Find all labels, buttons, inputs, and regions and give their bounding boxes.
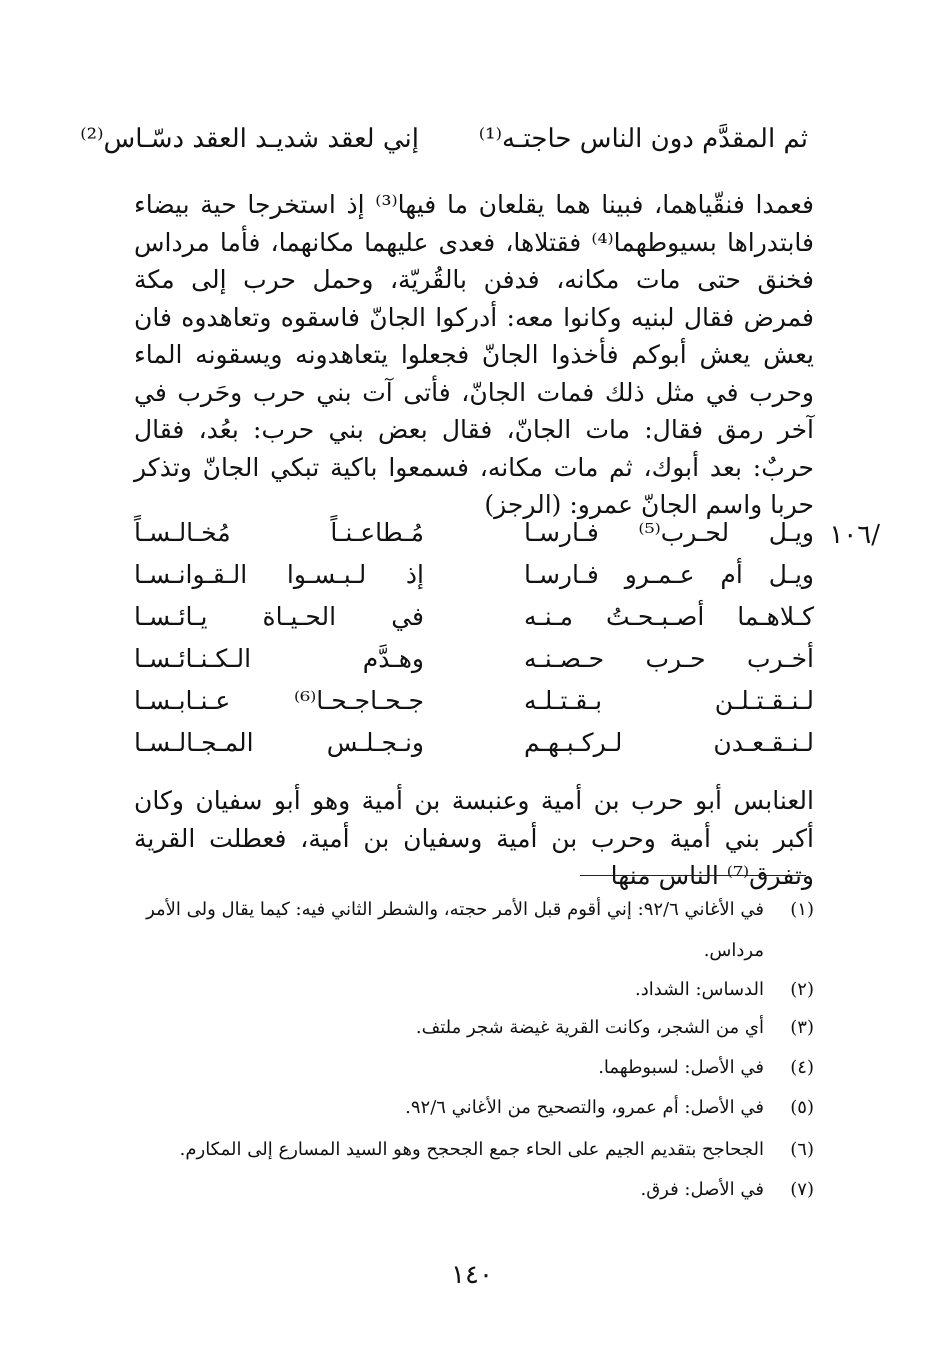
hemistich-second: جـحـاجـحـا⁽⁶⁾ عـنـابـسـا (134, 686, 424, 715)
hemistich-first: لـنـقـعـدن لـركـبـهـم (524, 728, 814, 757)
footnote-7 (134, 1178, 814, 1202)
hemistich-first: كـلاهـما أصـبـحـتُ مـنـه (524, 602, 814, 631)
poem (134, 518, 814, 770)
footnote-2 (134, 978, 814, 1002)
hemistich-second: ونـجـلـس المـجـالـسـا (134, 728, 424, 757)
footnote-number: (١) (790, 899, 814, 920)
footnote-text: أي من الشجر، وكانت القرية غيضة شجر ملتف. (415, 1017, 764, 1038)
footnote-text: في الأغاني ٩٢/٦: إني أقوم قبل الأمر حجته، والشطر الثاني فيه: كيما يقال ولى الأمر (146, 899, 764, 920)
hemistich-first: ويـل لحـرب⁽⁵⁾ فـارسـا (524, 518, 814, 547)
footnote-divider (580, 875, 806, 876)
footnote-number: (٧) (790, 1179, 814, 1200)
prose-paragraph-2: العنابس أبو حرب بن أمية وعنبسة بن أمية وهو أبو سفيان وكان أكبر بني أمية وحرب بن أمية وسفيان بن أمية، فعطلت القرية وتفرق⁽⁷⁾ الناس منها (134, 786, 814, 890)
hemistich-first: ويـل أم عـمـرو فـارسـا (524, 560, 814, 589)
footnote-text: الدساس: الشداد. (635, 979, 764, 1000)
hemistich-first: لـنـقـتـلـن بـقـتـلـه (524, 686, 814, 715)
footnote-number: (٢) (790, 979, 814, 1000)
poem-line (134, 686, 814, 728)
footnote-3 (134, 1016, 814, 1040)
verse-first-hemistich: ثم المقدَّم دون الناس حاجتـه⁽¹⁾ (478, 124, 808, 154)
verse-second-hemistich: إني لعقد شديـد العقد دسّـاس⁽²⁾ (80, 124, 419, 154)
footnote-text: في الأصل: فرق. (640, 1179, 764, 1200)
poem-line (134, 644, 814, 686)
poem-line (134, 728, 814, 770)
poem-number: /١٠٦ (829, 520, 880, 550)
footnote-4 (134, 1056, 814, 1080)
footnote-5 (134, 1096, 814, 1120)
footnote-text: في الأصل: لسبوطهما. (598, 1057, 764, 1078)
footnote-number: (٤) (790, 1057, 814, 1078)
poem-line (134, 602, 814, 644)
footnote-text: في الأصل: أم عمرو، والتصحيح من الأغاني ٩٢/٦. (405, 1097, 764, 1118)
poem-line (134, 560, 814, 602)
footnote-text: الجحاجح بتقديم الجيم على الحاء جمع الجحجح وهو السيد المسارع إلى المكارم. (179, 1139, 764, 1160)
page-number: ١٤٠ (451, 1260, 493, 1290)
footnote-6 (134, 1138, 814, 1162)
hemistich-second: مُـطاعـنـاً مُخـالـسـاً (134, 518, 424, 547)
footnote-number: (٥) (790, 1097, 814, 1118)
footnote-1 (134, 898, 814, 922)
poem-line (134, 518, 814, 560)
hemistich-first: أخـرب حـرب حـصـنـه (524, 644, 814, 673)
hemistich-second: في الحـيـاة يـائـسـا (134, 602, 424, 631)
hemistich-second: إذ لـبـسـوا الـقـوانـسـا (134, 560, 424, 589)
opening-verse (0, 126, 944, 160)
footnote-number: (٣) (790, 1017, 814, 1038)
hemistich-second: وهـدَّم الـكـنـائـسـا (134, 644, 424, 673)
footnote-number: (٦) (790, 1139, 814, 1160)
footnote-1-continuation: مرداس. (703, 940, 764, 961)
prose-paragraph-1: فعمدا فنقّياهما، فبينا هما يقلعان ما فيها⁽³⁾ إذ استخرجا حية بيضاء فابتدراها بسيوطهما⁽⁴⁾ فقتلاها، فعدى عليهما مكانهما، فأما مرداس فخنق حتى مات مكانه، فدفن بالقُريّة، وحمل حرب إلى مكة فمرض فقال لبنيه وكانوا معه: أدركوا الجانّ فاسقوه وتعاهدوه فان يعش يعش أبوكم فأخذوا الجانّ فجعلوا يتعاهدونه ويسقونه الماء وحرب في مثل ذلك فمات الجانّ، فأتى آت بني حرب وحَرب في آخر رمق فقال: مات الجانّ، فقال بعض بني حرب: بعُد، فقال حربٌ: بعد أبوك، ثم مات مكانه، فسمعوا باكية تبكي الجانّ وتذكر حربا واسم الجانّ عمرو: (الرجز) (134, 190, 814, 519)
